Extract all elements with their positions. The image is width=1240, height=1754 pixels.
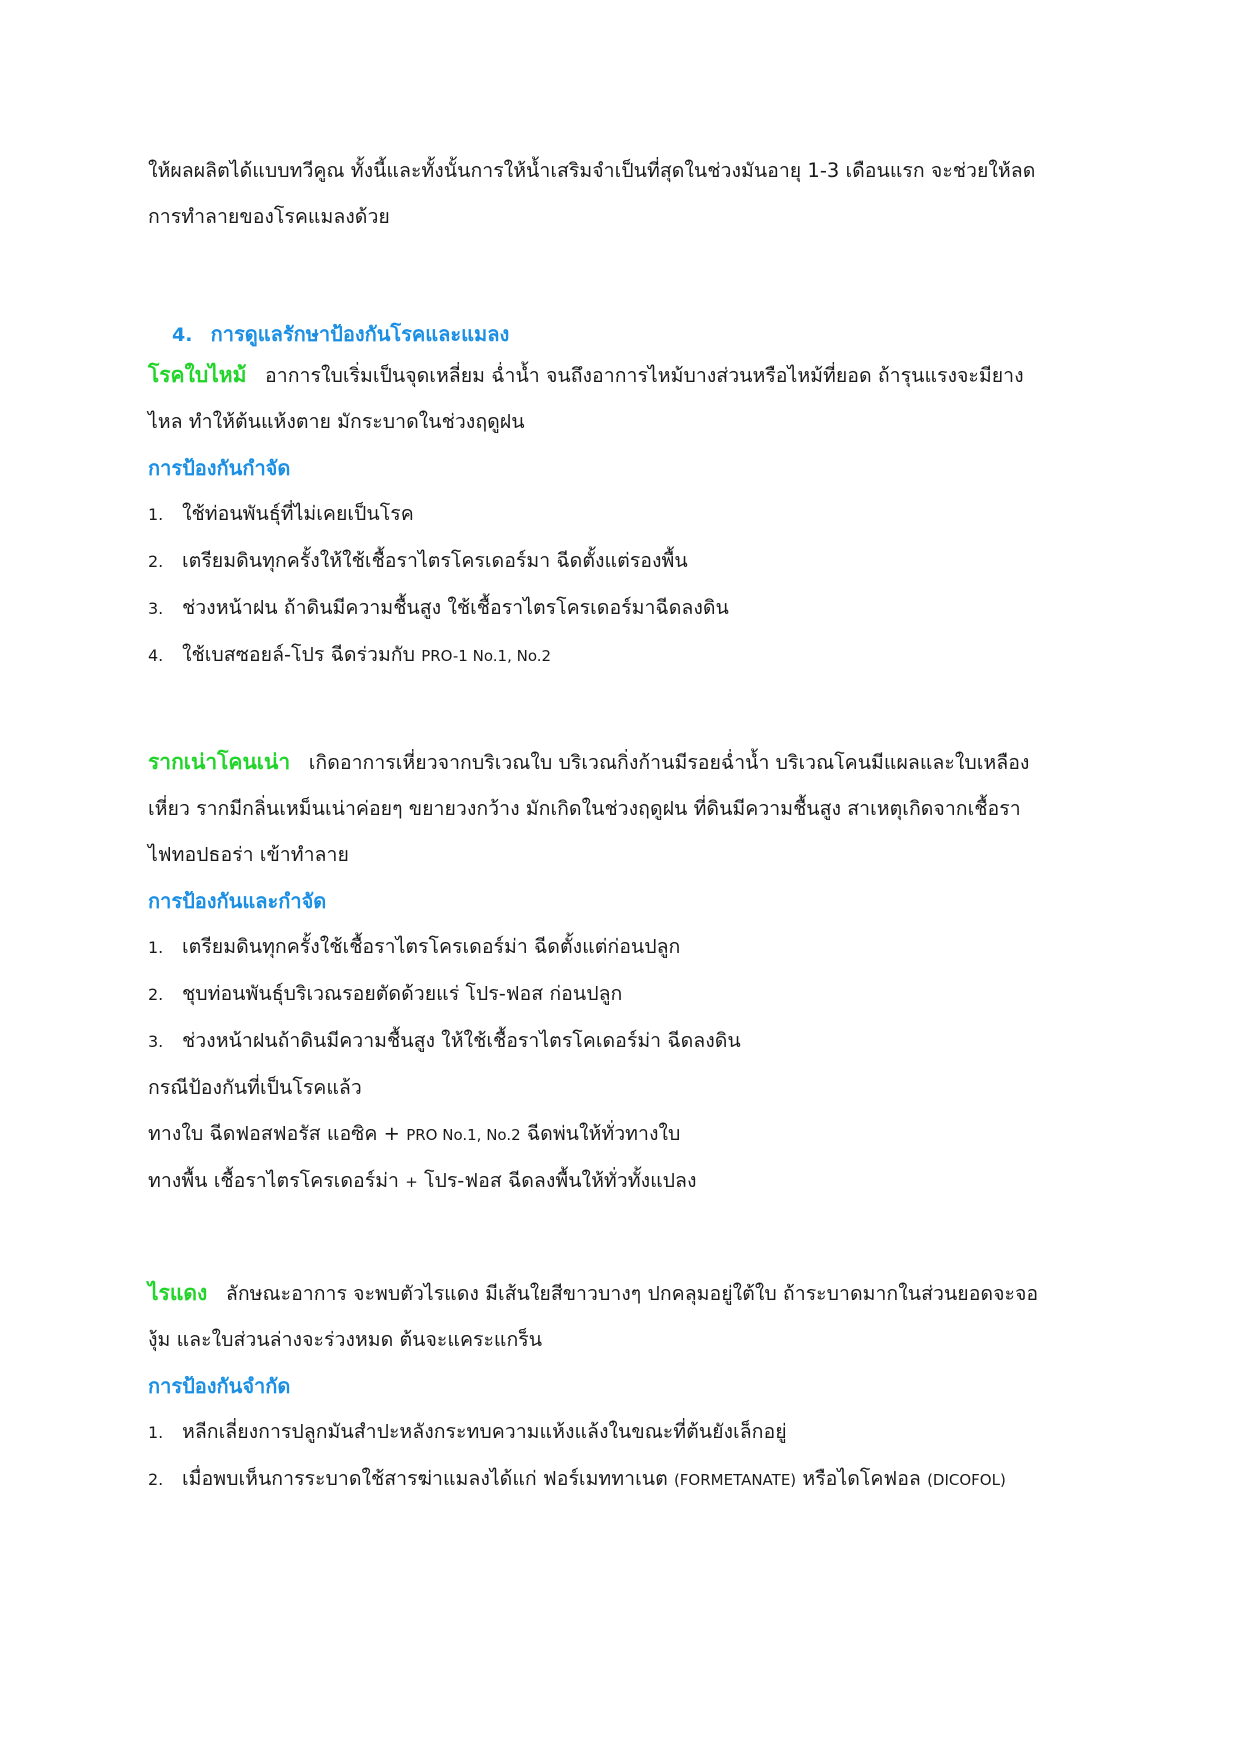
disease-root-rot xyxy=(148,739,1108,1205)
leaf-treatment-text-end: ฉีดพ่นให้ทั่วทางใบ xyxy=(520,1122,681,1145)
prevention-subheading: การป้องกันและกำจัด xyxy=(148,889,327,913)
disease-name: โรคใบไหม้ xyxy=(148,363,247,387)
list-item-number: 4. xyxy=(148,646,164,665)
list-item-text: หลีกเลี่ยงการปลูกมันสำปะหลังกระทบความแห้งแล้งในขณะที่ต้นยังเล็กอยู่ xyxy=(182,1420,787,1443)
section-heading xyxy=(172,311,509,358)
list-item-number: 2. xyxy=(148,552,164,571)
disease-desc-line-1 xyxy=(148,739,1108,786)
list-item-text: เมื่อพบเห็นการระบาดใช้สารฆ่าแมลงได้แก่ ฟอร์เมททาเนต xyxy=(182,1467,674,1490)
list-item xyxy=(148,491,1108,538)
soil-treatment-text: ทางพื้น เชื้อราไตรโครเดอร์ม่า xyxy=(148,1169,406,1192)
disease-desc-text: อาการใบเริ่มเป็นจุดเหลี่ยม ฉ่ำน้ำ จนถึงอาการไหม้บางส่วนหรือไหม้ที่ยอด ถ้ารุนแรงจะมียาง xyxy=(265,364,1024,387)
leaf-treatment-line xyxy=(148,1111,1108,1158)
prevention-subheading: การป้องกันกำจัด xyxy=(148,456,291,480)
list-item-latin: (FORMETANATE) xyxy=(673,1471,797,1489)
disease-leaf-blight xyxy=(148,352,1108,679)
list-item-text: ชุบท่อนพันธุ์บริเวณรอยตัดด้วยแร่ โปร-ฟอส ก่อนปลูก xyxy=(182,982,623,1005)
list-item-latin: PRO-1 No.1, No.2 xyxy=(421,647,552,665)
disease-desc-text: ลักษณะอาการ จะพบตัวไรแดง มีเส้นใยสีขาวบางๆ ปกคลุมอยู่ใต้ใบ ถ้าระบาดมากในส่วนยอดจะจอ xyxy=(225,1282,1039,1305)
section-number: 4. xyxy=(172,324,193,346)
soil-treatment-line xyxy=(148,1158,1108,1205)
list-item-text: ใช้เบสซอยล์-โปร ฉีดร่วมกับ xyxy=(182,643,422,666)
list-item xyxy=(148,924,1108,971)
intro-line-1: ให้ผลผลิตได้แบบทวีคูณ ทั้งนี้และทั้งนั้นการให้น้ำเสริมจำเป็นที่สุดในช่วงมันอายุ 1-3 เดือนแรก จะช่วยให้ลด xyxy=(148,159,1036,182)
disease-desc-line-2: งุ้ม และใบส่วนล่างจะร่วงหมด ต้นจะแคระแกร็น xyxy=(148,1328,543,1351)
intro-line-2: การทำลายของโรคแมลงด้วย xyxy=(148,205,390,228)
disease-desc-text: เกิดอาการเหี่ยวจากบริเวณใบ บริเวณกิ่งก้านมีรอยฉ่ำน้ำ บริเวณโคนมีแผลและใบเหลือง xyxy=(308,751,1030,774)
disease-desc-line-1 xyxy=(148,352,1108,399)
list-item xyxy=(148,1456,1108,1503)
list-item-number: 2. xyxy=(148,985,164,1004)
list-item-number: 1. xyxy=(148,938,164,957)
disease-desc-line-2: ไหล ทำให้ต้นแห้งตาย มักระบาดในช่วงฤดูฝน xyxy=(148,410,525,433)
leaf-treatment-text: ทางใบ ฉีดฟอสฟอรัส แอซิค + xyxy=(148,1122,407,1145)
list-item xyxy=(148,585,1108,632)
list-item-latin-2: (DICOFOL) xyxy=(927,1471,1006,1489)
list-item xyxy=(148,538,1108,585)
list-item-number: 1. xyxy=(148,505,164,524)
disease-red-mite xyxy=(148,1270,1108,1503)
disease-desc-line-2: เหี่ยว รากมีกลิ่นเหม็นเน่าค่อยๆ ขยายวงกว้าง มักเกิดในช่วงฤดูฝน ที่ดินมีความชื้นสูง สาเหตุเกิดจากเชื้อรา xyxy=(148,797,1021,820)
list-item xyxy=(148,1018,1108,1065)
list-item xyxy=(148,632,1108,679)
list-item-number: 3. xyxy=(148,599,164,618)
list-item-number: 3. xyxy=(148,1032,164,1051)
disease-name: รากเน่าโคนเน่า xyxy=(148,750,291,774)
leaf-treatment-latin: PRO No.1, No.2 xyxy=(406,1126,521,1144)
list-item-text: ใช้ท่อนพันธุ์ที่ไม่เคยเป็นโรค xyxy=(182,502,414,525)
soil-treatment-text-end: โปร-ฟอส ฉีดลงพื้นให้ทั่วทั้งแปลง xyxy=(417,1169,697,1192)
disease-name: ไรแดง xyxy=(148,1281,208,1305)
list-item xyxy=(148,971,1108,1018)
list-item-text: ช่วงหน้าฝนถ้าดินมีความชื้นสูง ให้ใช้เชื้อราไตรโคเดอร์ม่า ฉีดลงดิน xyxy=(182,1029,741,1052)
intro-paragraph xyxy=(148,148,1108,240)
case-line: กรณีป้องกันที่เป็นโรคแล้ว xyxy=(148,1076,362,1099)
soil-treatment-plus: + xyxy=(405,1173,418,1191)
section-title: การดูแลรักษาป้องกันโรคและแมลง xyxy=(210,322,510,346)
list-item-text: ช่วงหน้าฝน ถ้าดินมีความชื้นสูง ใช้เชื้อราไตรโครเดอร์มาฉีดลงดิน xyxy=(182,596,729,619)
list-item-text: เตรียมดินทุกครั้งใช้เชื้อราไตรโครเดอร์ม่า ฉีดตั้งแต่ก่อนปลูก xyxy=(182,935,681,958)
prevention-subheading: การป้องกันจำกัด xyxy=(148,1374,291,1398)
list-item-text: เตรียมดินทุกครั้งให้ใช้เชื้อราไตรโครเดอร์มา ฉีดตั้งแต่รองพื้น xyxy=(182,549,688,572)
disease-desc-line-1 xyxy=(148,1270,1108,1317)
list-item-text-2: หรือไดโคฟอล xyxy=(796,1467,928,1490)
list-item-number: 1. xyxy=(148,1423,164,1442)
list-item xyxy=(148,1409,1108,1456)
disease-desc-line-3: ไฟทอปธอร่า เข้าทำลาย xyxy=(148,843,349,866)
list-item-number: 2. xyxy=(148,1470,164,1489)
